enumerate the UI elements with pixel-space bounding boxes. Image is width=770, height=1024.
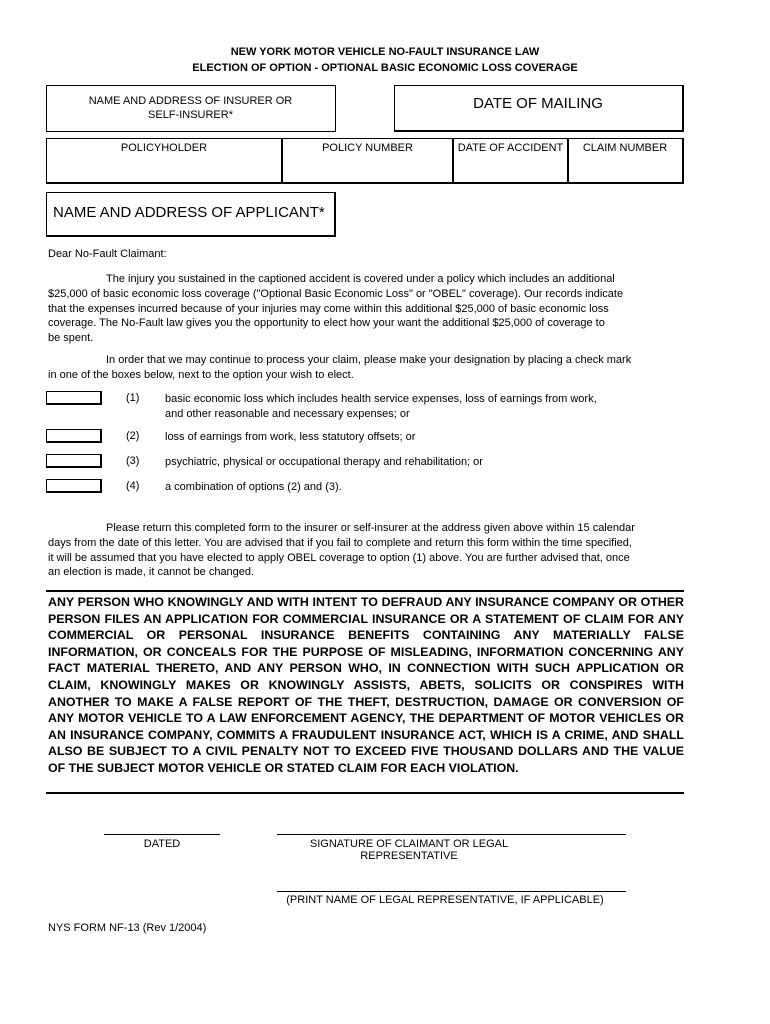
date-of-accident-field[interactable]: DATE OF ACCIDENT: [457, 142, 564, 154]
form-number: NYS FORM NF-13 (Rev 1/2004): [48, 922, 207, 934]
signature-label: SIGNATURE OF CLAIMANT OR LEGAL REPRESENTATIVE: [309, 838, 509, 862]
form-title: NEW YORK MOTOR VEHICLE NO-FAULT INSURANCE LAW: [230, 46, 540, 58]
print-name-label: (PRINT NAME OF LEGAL REPRESENTATIVE, IF APPLICABLE): [286, 894, 604, 906]
dated-label: DATED: [143, 838, 181, 850]
form-subtitle: ELECTION OF OPTION - OPTIONAL BASIC ECONOMIC LOSS COVERAGE: [192, 62, 578, 74]
option-1-number: (1): [126, 392, 140, 404]
option-4-number: (4): [126, 480, 140, 492]
return-instructions-paragraph: Please return this completed form to the insurer or self-insurer at the address given above within 15 calendar days from the date of this letter. You are advised that if you fail to complete and return this form within the time specified, it will be assumed that you have elected to apply OBEL coverage to option (1) above. You are further advised that, once an election is made, it cannot be changed.: [48, 522, 635, 579]
date-of-mailing-box[interactable]: [394, 85, 684, 132]
fraud-warning: ANY PERSON WHO KNOWINGLY AND WITH INTENT TO DEFRAUD ANY INSURANCE COMPANY OR OTHER PERSON FILES AN APPLICATION FOR COMMERCIAL INSURANCE OR A STATEMENT OF CLAIM FOR ANY COMMERCIAL OR PERSONAL INSURANCE BENEFITS CONTAINING ANY MATERIALLY FALSE INFORMATION, OR CONCEALS FOR THE PURPOSE OF MISLEADING, INFORMATION CONCERNING ANY FACT MATERIAL THERETO, AND ANY PERSON WHO, IN CONNECTION WITH SUCH APPLICATION OR CLAIM, KNOWINGLY MAKES OR KNOWINGLY ASSISTS, ABETS, SOLICITS OR CONSPIRES WITH ANOTHER TO MAKE A FALSE REPORT OF THE THEFT, DESTRUCTION, DAMAGE OR CONVERSION OF ANY MOTOR VEHICLE TO A LAW ENFORCEMENT AGENCY, THE DEPARTMENT OF MOTOR VEHICLES OR AN INSURANCE COMPANY, COMMITS A FRAUDULENT INSURANCE ACT, WHICH IS A CRIME, AND SHALL ALSO BE SUBJECT TO A CIVIL PENALTY NOT TO EXCEED FIVE THOUSAND DOLLARS AND THE VALUE OF THE SUBJECT MOTOR VEHICLE OR STATED CLAIM FOR EACH VIOLATION.: [48, 595, 684, 775]
intro-paragraph: The injury you sustained in the captioned accident is covered under a policy which includes an additional $25,000 of basic economic loss coverage ("Optional Basic Economic Loss" or "OBEL" coverage). Our records indicate that the expenses incurred because of your injuries may come within this additional $25,000 of basic economic loss coverage. The No-Fault law gives you the opportunity to elect how your want the additional $25,000 of coverage to be spent.: [48, 273, 624, 345]
dated-line[interactable]: [104, 834, 220, 835]
instruction-paragraph: In order that we may continue to process your claim, please make your designation by placing a check mark in one of the boxes below, next to the option your wish to elect.: [48, 354, 632, 381]
option-2-number: (2): [126, 430, 140, 442]
warning-bottom-rule: [46, 792, 684, 794]
insurer-label-line1: NAME AND ADDRESS OF INSURER OR: [88, 95, 293, 107]
salutation: Dear No-Fault Claimant:: [48, 248, 167, 260]
policyholder-field[interactable]: POLICYHOLDER: [120, 142, 208, 154]
option-1-checkbox[interactable]: [46, 391, 102, 405]
policy-info-row: [46, 138, 684, 184]
claim-number-field[interactable]: CLAIM NUMBER: [582, 142, 668, 154]
applicant-box[interactable]: [46, 192, 336, 237]
insurer-label-line2: SELF-INSURER*: [148, 109, 233, 121]
option-3-checkbox[interactable]: [46, 454, 102, 468]
option-3-text: psychiatric, physical or occupational therapy and rehabilitation; or: [165, 456, 483, 468]
policy-number-field[interactable]: POLICY NUMBER: [322, 142, 413, 154]
print-name-line[interactable]: [277, 891, 626, 892]
applicant-label: NAME AND ADDRESS OF APPLICANT*: [53, 204, 325, 221]
option-2-text: loss of earnings from work, less statutory offsets; or: [165, 431, 416, 443]
signature-line[interactable]: [277, 834, 626, 835]
option-1-text: basic economic loss which includes health service expenses, loss of earnings from work, and other reasonable and necessary expenses; or: [165, 393, 597, 420]
option-4-checkbox[interactable]: [46, 479, 102, 493]
warning-top-rule: [46, 590, 684, 592]
option-4-text: a combination of options (2) and (3).: [165, 481, 342, 493]
date-of-mailing-label: DATE OF MAILING: [473, 95, 603, 112]
option-3-number: (3): [126, 455, 140, 467]
option-2-checkbox[interactable]: [46, 429, 102, 443]
insurer-box[interactable]: [46, 85, 336, 132]
